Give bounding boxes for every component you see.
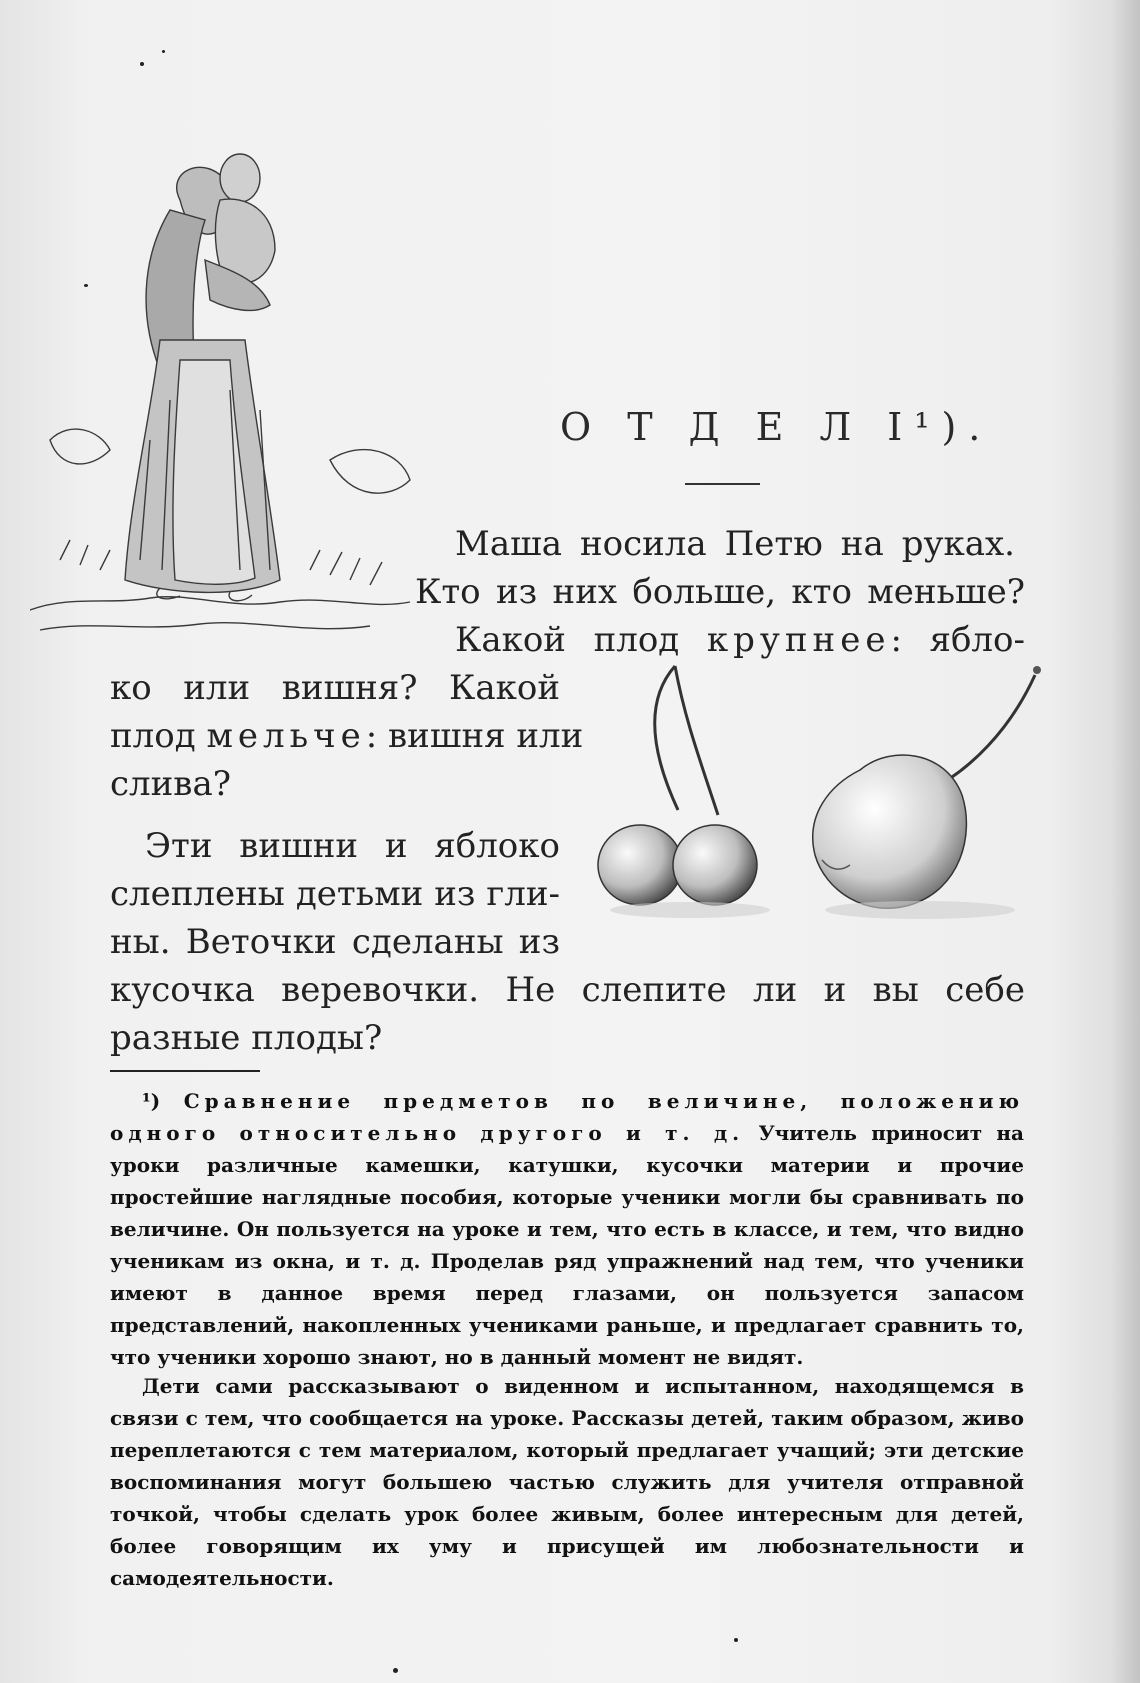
text-line: ны. Веточки сделаны из: [110, 922, 560, 962]
text-line: [110, 712, 584, 760]
footnote-rule: [110, 1070, 260, 1072]
spaced-word: крупнее: [706, 620, 891, 660]
text-line: Кто из них больше, кто меньше?: [415, 572, 1025, 612]
cherries-and-apple-illustration: [590, 660, 1050, 930]
text-line: [455, 616, 1025, 664]
footnote-marker: ¹): [142, 1089, 161, 1113]
ink-speck: [140, 62, 144, 66]
text-line: разные плоды?: [110, 1018, 383, 1058]
text-run: : ябло-: [890, 620, 1025, 660]
spaced-word: мельче: [206, 716, 366, 756]
text-line: Эти вишни и яблоко: [145, 826, 560, 866]
text-run: плод: [110, 716, 207, 756]
footnote-paragraph: Дети сами рассказывают о виденном и испытанном, находящемся в связи с тем, что сообщается на уроке. Рассказы детей, таким образом, живо переплетаются с тем материалом, который предлагает учащий; эти детские воспоминания могут большею частью служить для учителя отправной точкой, чтобы сделать урок более живым, более интересным для детей, более говорящим их уму и присущей им любознательности и самодеятельности.: [110, 1374, 1024, 1590]
text-run: Какой плод: [455, 620, 707, 660]
ink-speck: [162, 50, 165, 53]
section-heading: О Т Д Е Л I¹).: [560, 405, 993, 449]
text-line: ко или вишня? Какой: [110, 668, 560, 708]
text-line: кусочка веревочки. Не слепите ли и вы себе: [110, 970, 1025, 1010]
text-run: : вишня или: [365, 716, 584, 756]
text-line: Маша носила Петю на руках.: [455, 524, 1015, 564]
page-edge-shadow: [1110, 0, 1140, 1683]
text-line: слива?: [110, 764, 231, 804]
ink-speck: [734, 1638, 738, 1642]
footnote-text: Учитель приносит на уроки различные камешки, катушки, кусочки материи и прочие простейшие наглядные пособия, которые ученики могли бы сравнивать по величине. Он пользуется на уроке и тем, что есть в классе, и тем, что видно ученикам из окна, и т. д. Проделав ряд упражнений над тем, что ученики имеют в данное время перед глазами, он пользуется запасом представлений, накопленных учениками раньше, и предлагает сравнить то, что ученики хорошо знают, но в данный момент не видят.: [110, 1121, 1025, 1369]
girl-carrying-child-illustration: [30, 140, 420, 660]
text-line: слеплены детьми из гли-: [110, 874, 560, 914]
footnote-paragraph: [110, 1085, 1024, 1373]
ink-speck: [393, 1668, 398, 1673]
footnote-spaced-lead: Сравнение предметов по величине, положению одного относительно другого и т. д.: [110, 1089, 1024, 1145]
heading-rule: [685, 483, 760, 485]
